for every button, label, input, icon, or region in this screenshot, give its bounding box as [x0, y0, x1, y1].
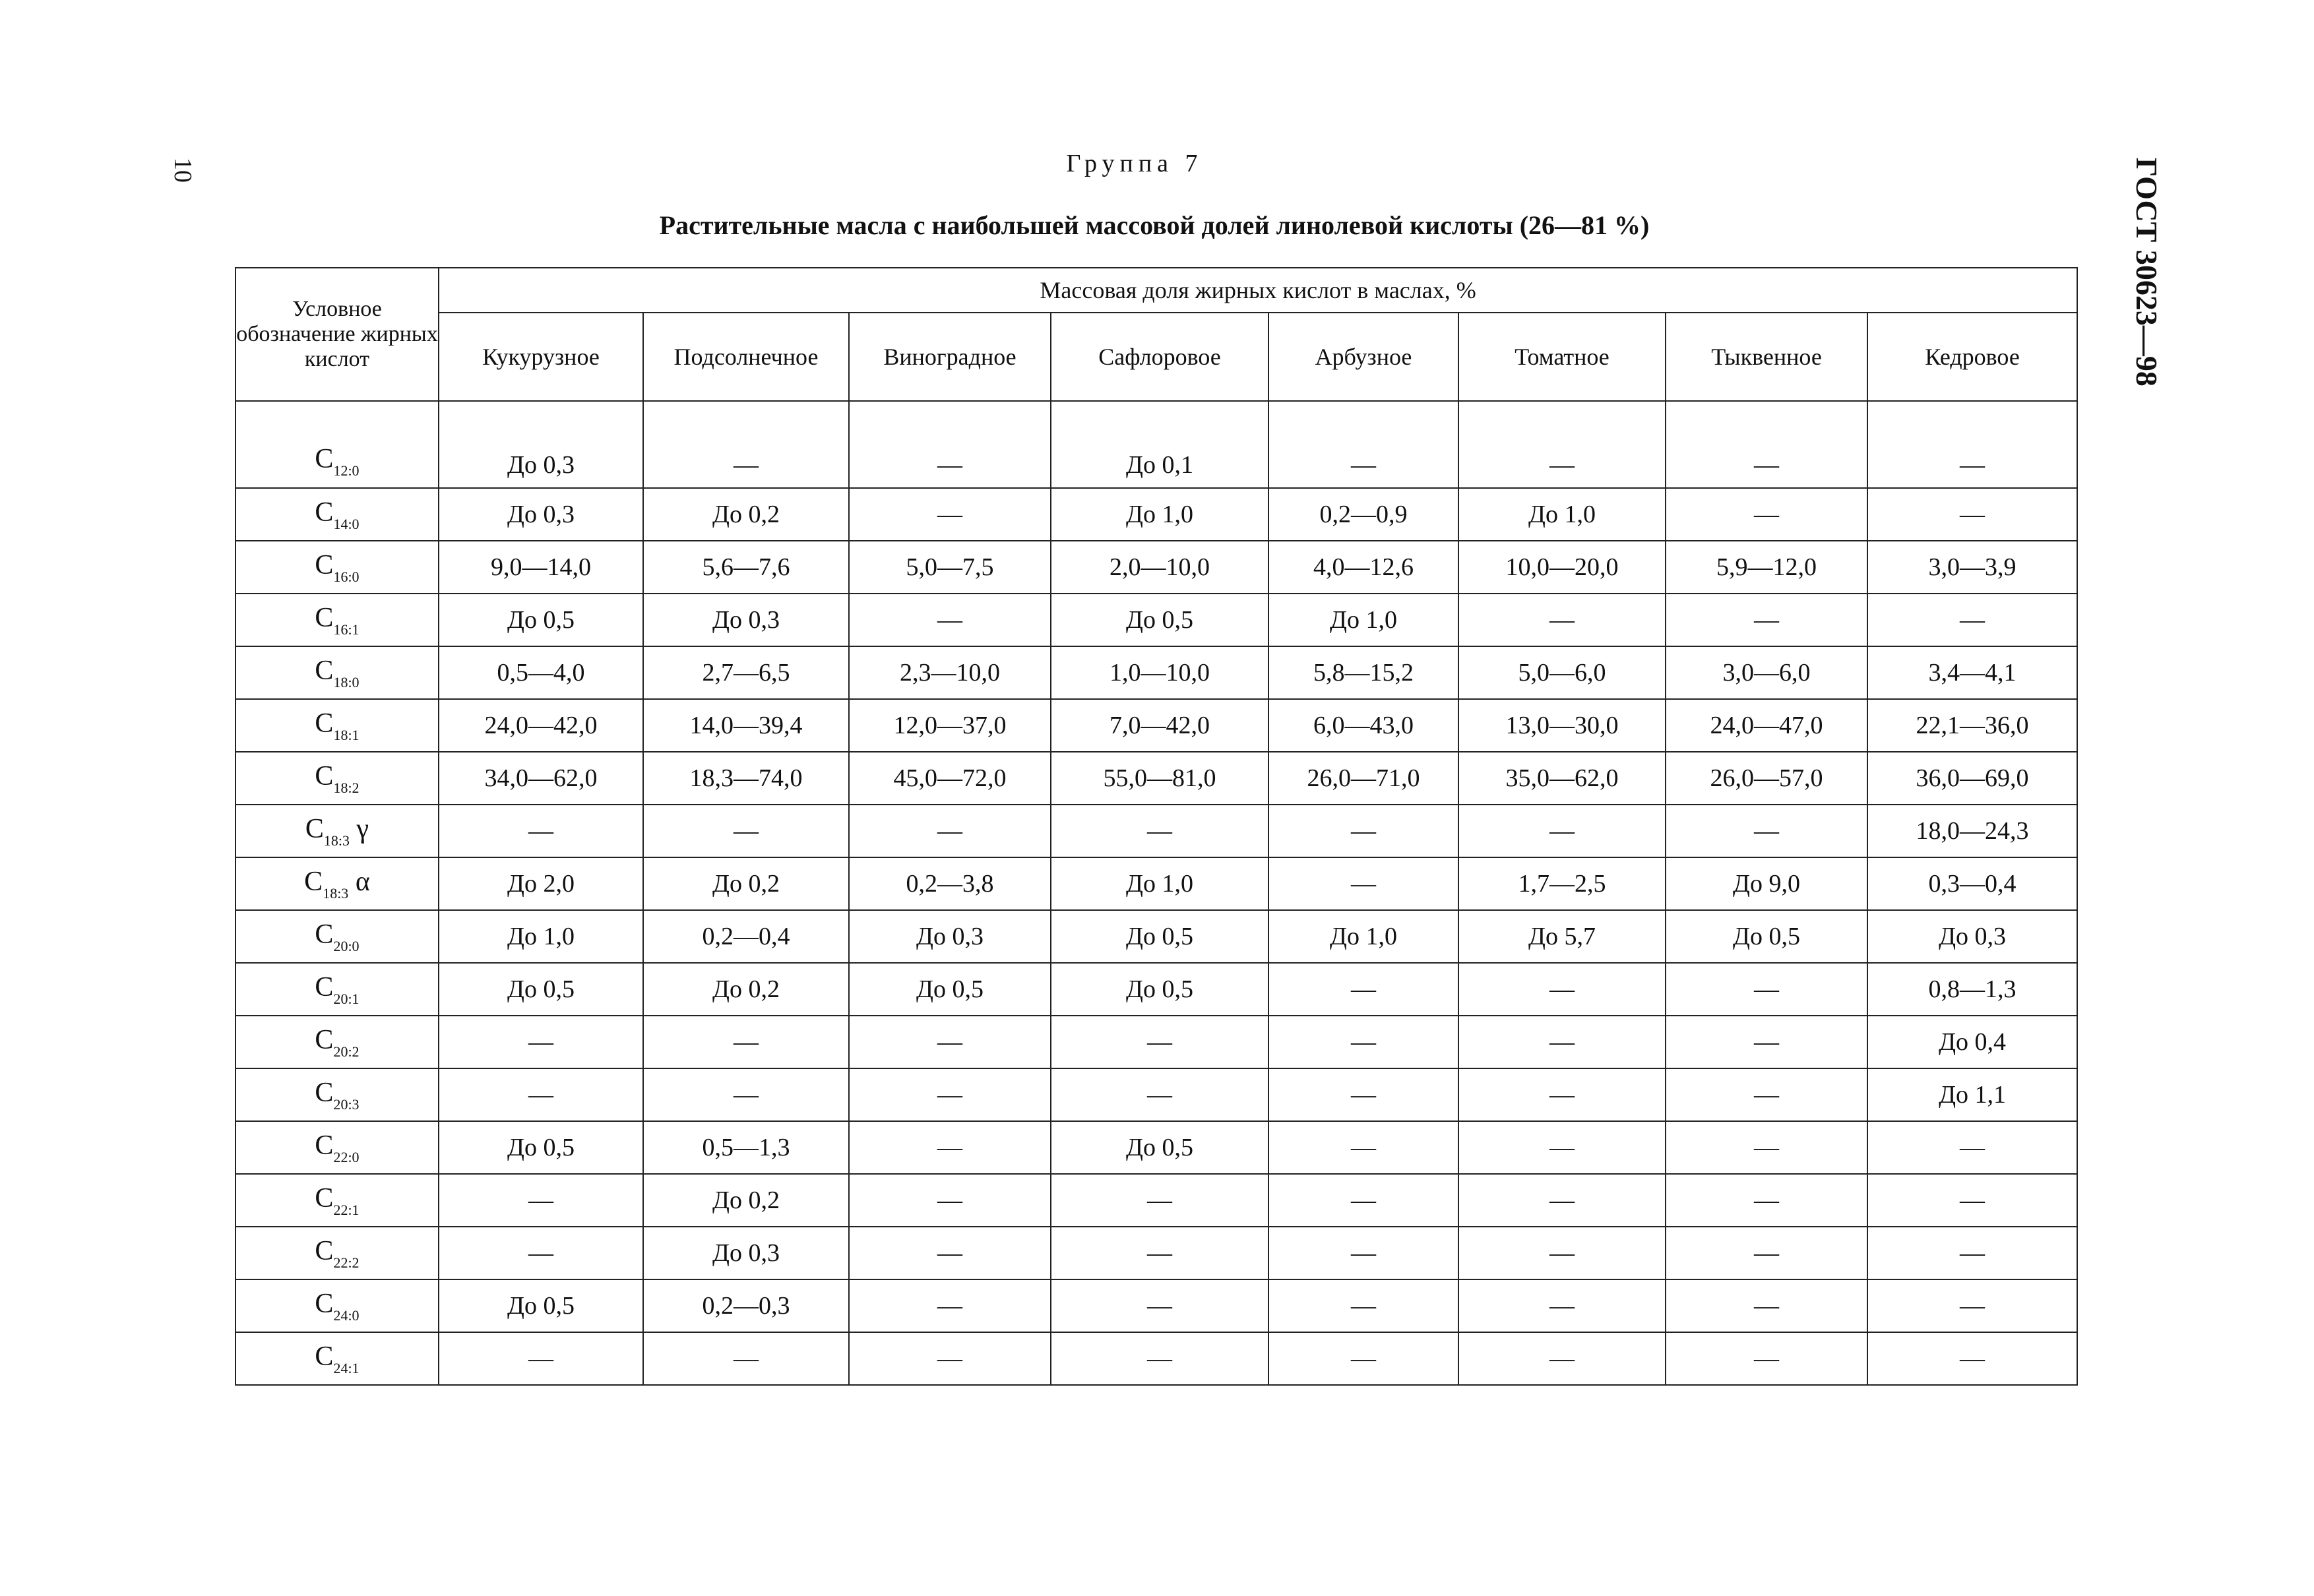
code-subscript: 22:2: [333, 1254, 360, 1271]
code-base: C: [315, 919, 334, 950]
code-base: C: [315, 602, 334, 633]
value-cell: 24,0—47,0: [1666, 699, 1867, 752]
value-cell: До 0,3: [439, 401, 643, 488]
column-header: Кукурузное: [439, 313, 643, 401]
code-subscript: 22:0: [333, 1148, 360, 1165]
value-cell: —: [1666, 1332, 1867, 1385]
value-cell: До 1,0: [1268, 910, 1458, 963]
code-subscript: 18:0: [333, 673, 360, 691]
value-cell: —: [1051, 1279, 1268, 1332]
table-row: [235, 1068, 2077, 1121]
code-base: C: [304, 866, 323, 897]
fatty-acid-code: [235, 1016, 439, 1068]
value-cell: —: [1458, 1227, 1666, 1279]
value-cell: —: [1051, 1016, 1268, 1068]
value-cell: До 1,0: [1051, 857, 1268, 910]
code-isomer: α: [355, 866, 370, 897]
value-cell: 26,0—71,0: [1268, 752, 1458, 805]
value-cell: —: [1268, 805, 1458, 857]
table-row: [235, 594, 2077, 646]
code-base: C: [315, 971, 334, 1002]
code-subscript: 12:0: [333, 462, 360, 479]
value-cell: —: [1268, 1016, 1458, 1068]
fatty-acid-code: [235, 594, 439, 646]
value-cell: 22,1—36,0: [1867, 699, 2077, 752]
value-cell: До 0,3: [439, 488, 643, 541]
value-cell: 5,6—7,6: [643, 541, 849, 594]
value-cell: —: [1458, 805, 1666, 857]
value-cell: 3,0—6,0: [1666, 646, 1867, 699]
value-cell: —: [1458, 963, 1666, 1016]
value-cell: 2,3—10,0: [849, 646, 1051, 699]
code-base: C: [315, 1235, 334, 1266]
value-cell: —: [1458, 1332, 1666, 1385]
document-code: ГОСТ 30623—98: [2130, 158, 2164, 386]
value-cell: —: [849, 1174, 1051, 1227]
table-row: [235, 1227, 2077, 1279]
value-cell: —: [849, 488, 1051, 541]
value-cell: 24,0—42,0: [439, 699, 643, 752]
value-cell: —: [849, 1227, 1051, 1279]
oil-header-row: [235, 313, 2077, 401]
value-cell: 0,2—0,3: [643, 1279, 849, 1332]
table-row: [235, 805, 2077, 857]
table-row: [235, 1174, 2077, 1227]
value-cell: 55,0—81,0: [1051, 752, 1268, 805]
value-cell: До 5,7: [1458, 910, 1666, 963]
value-cell: —: [1458, 1068, 1666, 1121]
fatty-acid-table: [235, 267, 2078, 1386]
value-cell: —: [1268, 1332, 1458, 1385]
value-cell: —: [1867, 1174, 2077, 1227]
value-cell: —: [1051, 1227, 1268, 1279]
fatty-acid-code: [235, 1068, 439, 1121]
column-header: Подсолнечное: [643, 313, 849, 401]
value-cell: 2,0—10,0: [1051, 541, 1268, 594]
value-cell: До 1,0: [1051, 488, 1268, 541]
value-cell: —: [1268, 857, 1458, 910]
value-cell: —: [1666, 963, 1867, 1016]
value-cell: 5,9—12,0: [1666, 541, 1867, 594]
fatty-acid-code: [235, 963, 439, 1016]
column-header: Тыквенное: [1666, 313, 1867, 401]
value-cell: 35,0—62,0: [1458, 752, 1666, 805]
code-base: C: [315, 1341, 334, 1372]
value-cell: До 0,2: [643, 488, 849, 541]
value-cell: —: [849, 1121, 1051, 1174]
value-cell: —: [1867, 1227, 2077, 1279]
value-cell: 10,0—20,0: [1458, 541, 1666, 594]
table-row: [235, 646, 2077, 699]
value-cell: —: [439, 1174, 643, 1227]
value-cell: 14,0—39,4: [643, 699, 849, 752]
value-cell: До 0,5: [849, 963, 1051, 1016]
fatty-acid-code: [235, 488, 439, 541]
group-label: Группа 7: [1066, 150, 1203, 177]
fatty-acid-code: [235, 1121, 439, 1174]
value-cell: 36,0—69,0: [1867, 752, 2077, 805]
table-row: [235, 963, 2077, 1016]
code-base: C: [315, 1130, 334, 1161]
value-cell: До 0,5: [1051, 1121, 1268, 1174]
value-cell: 6,0—43,0: [1268, 699, 1458, 752]
value-cell: 5,8—15,2: [1268, 646, 1458, 699]
group-header-cell: Массовая доля жирных кислот в маслах, %: [439, 268, 2077, 313]
value-cell: 0,2—3,8: [849, 857, 1051, 910]
value-cell: До 9,0: [1666, 857, 1867, 910]
code-subscript: 18:3: [323, 832, 350, 849]
value-cell: 1,0—10,0: [1051, 646, 1268, 699]
value-cell: —: [1458, 1174, 1666, 1227]
value-cell: —: [643, 805, 849, 857]
value-cell: 4,0—12,6: [1268, 541, 1458, 594]
value-cell: 5,0—6,0: [1458, 646, 1666, 699]
table-row: [235, 1121, 2077, 1174]
code-base: C: [315, 708, 334, 739]
code-subscript: 16:1: [333, 621, 360, 638]
value-cell: —: [1666, 488, 1867, 541]
value-cell: —: [439, 1068, 643, 1121]
value-cell: —: [1268, 1174, 1458, 1227]
value-cell: —: [643, 401, 849, 488]
value-cell: —: [439, 805, 643, 857]
value-cell: —: [849, 401, 1051, 488]
value-cell: —: [1458, 1016, 1666, 1068]
value-cell: —: [1268, 1121, 1458, 1174]
value-cell: —: [1666, 1227, 1867, 1279]
value-cell: 0,8—1,3: [1867, 963, 2077, 1016]
value-cell: —: [1458, 1121, 1666, 1174]
value-cell: —: [1666, 594, 1867, 646]
table-row: [235, 857, 2077, 910]
value-cell: —: [1666, 1016, 1867, 1068]
table-row: [235, 1332, 2077, 1385]
value-cell: —: [643, 1068, 849, 1121]
value-cell: До 0,2: [643, 963, 849, 1016]
fatty-acid-code: [235, 1332, 439, 1385]
fatty-acid-code: [235, 752, 439, 805]
table-row: [235, 488, 2077, 541]
value-cell: —: [643, 1332, 849, 1385]
value-cell: До 0,3: [1867, 910, 2077, 963]
code-base: C: [315, 1288, 334, 1319]
value-cell: —: [849, 1332, 1051, 1385]
value-cell: 18,0—24,3: [1867, 805, 2077, 857]
value-cell: —: [849, 1279, 1051, 1332]
table-row: [235, 699, 2077, 752]
value-cell: 34,0—62,0: [439, 752, 643, 805]
code-base: C: [305, 813, 324, 844]
value-cell: —: [1268, 963, 1458, 1016]
value-cell: 18,3—74,0: [643, 752, 849, 805]
code-base: C: [315, 1182, 334, 1213]
code-subscript: 18:3: [323, 884, 349, 902]
code-subscript: 14:0: [333, 515, 360, 532]
value-cell: —: [643, 1016, 849, 1068]
value-cell: До 1,1: [1867, 1068, 2077, 1121]
value-cell: —: [1666, 401, 1867, 488]
value-cell: До 0,3: [849, 910, 1051, 963]
value-cell: 7,0—42,0: [1051, 699, 1268, 752]
value-cell: —: [1268, 401, 1458, 488]
value-cell: 2,7—6,5: [643, 646, 849, 699]
value-cell: —: [1268, 1279, 1458, 1332]
value-cell: —: [1666, 1121, 1867, 1174]
value-cell: 0,5—1,3: [643, 1121, 849, 1174]
value-cell: —: [1666, 805, 1867, 857]
value-cell: —: [1867, 1279, 2077, 1332]
value-cell: 9,0—14,0: [439, 541, 643, 594]
value-cell: До 0,1: [1051, 401, 1268, 488]
value-cell: —: [1867, 488, 2077, 541]
value-cell: —: [1051, 1174, 1268, 1227]
value-cell: До 0,3: [643, 1227, 849, 1279]
value-cell: 0,3—0,4: [1867, 857, 2077, 910]
code-subscript: 16:0: [333, 568, 360, 585]
table-row: [235, 910, 2077, 963]
value-cell: —: [1051, 805, 1268, 857]
table-row: [235, 1279, 2077, 1332]
table-row: [235, 401, 2077, 488]
value-cell: 0,5—4,0: [439, 646, 643, 699]
value-cell: 3,4—4,1: [1867, 646, 2077, 699]
code-isomer: γ: [356, 813, 369, 844]
fatty-acid-code: [235, 541, 439, 594]
fatty-acid-code: [235, 805, 439, 857]
code-subscript: 24:0: [333, 1306, 360, 1324]
column-header: Томатное: [1458, 313, 1666, 401]
value-cell: —: [849, 594, 1051, 646]
code-base: C: [315, 1024, 334, 1055]
value-cell: До 0,4: [1867, 1016, 2077, 1068]
value-cell: —: [1867, 1332, 2077, 1385]
value-cell: 12,0—37,0: [849, 699, 1051, 752]
code-base: C: [315, 497, 334, 528]
page-number: 10: [169, 158, 197, 183]
fatty-acid-code: [235, 857, 439, 910]
value-cell: —: [1666, 1279, 1867, 1332]
value-cell: До 0,3: [643, 594, 849, 646]
fatty-acid-code: [235, 1227, 439, 1279]
value-cell: До 0,5: [439, 1121, 643, 1174]
code-subscript: 20:2: [333, 1043, 360, 1060]
fatty-acid-code: [235, 1174, 439, 1227]
value-cell: До 0,5: [439, 594, 643, 646]
value-cell: —: [1666, 1174, 1867, 1227]
code-subscript: 24:1: [333, 1359, 360, 1376]
value-cell: До 0,5: [439, 963, 643, 1016]
value-cell: —: [1051, 1068, 1268, 1121]
value-cell: —: [1867, 1121, 2077, 1174]
value-cell: До 0,5: [1666, 910, 1867, 963]
value-cell: 1,7—2,5: [1458, 857, 1666, 910]
value-cell: —: [1268, 1227, 1458, 1279]
code-subscript: 18:2: [333, 779, 360, 796]
fatty-acid-code: [235, 910, 439, 963]
column-header: Виноградное: [849, 313, 1051, 401]
table-row: [235, 1016, 2077, 1068]
value-cell: —: [439, 1332, 643, 1385]
value-cell: —: [1458, 594, 1666, 646]
value-cell: До 0,2: [643, 857, 849, 910]
value-cell: —: [1867, 594, 2077, 646]
value-cell: —: [849, 1016, 1051, 1068]
value-cell: До 0,2: [643, 1174, 849, 1227]
value-cell: —: [1458, 1279, 1666, 1332]
value-cell: 3,0—3,9: [1867, 541, 2077, 594]
value-cell: 45,0—72,0: [849, 752, 1051, 805]
code-base: C: [315, 444, 334, 474]
code-subscript: 18:1: [333, 726, 360, 743]
column-header: Кедровое: [1867, 313, 2077, 401]
value-cell: До 0,5: [439, 1279, 643, 1332]
value-cell: 26,0—57,0: [1666, 752, 1867, 805]
code-subscript: 20:1: [333, 990, 360, 1007]
code-base: C: [315, 655, 334, 686]
row-header-cell: Условное обозначение жирных кислот: [235, 268, 439, 401]
table-title: Растительные масла с наибольшей массовой долей линолевой кислоты (26—81 %): [659, 210, 1650, 240]
code-subscript: 22:1: [333, 1201, 360, 1218]
value-cell: —: [1051, 1332, 1268, 1385]
fatty-acid-code: [235, 401, 439, 488]
column-header: Арбузное: [1268, 313, 1458, 401]
value-cell: 13,0—30,0: [1458, 699, 1666, 752]
code-subscript: 20:0: [333, 937, 360, 954]
value-cell: —: [439, 1227, 643, 1279]
value-cell: —: [849, 805, 1051, 857]
value-cell: —: [1458, 401, 1666, 488]
value-cell: До 2,0: [439, 857, 643, 910]
fatty-acid-code: [235, 646, 439, 699]
value-cell: До 0,5: [1051, 910, 1268, 963]
value-cell: —: [1268, 1068, 1458, 1121]
value-cell: До 1,0: [439, 910, 643, 963]
column-header: Сафлоровое: [1051, 313, 1268, 401]
value-cell: До 1,0: [1268, 594, 1458, 646]
fatty-acid-code: [235, 1279, 439, 1332]
table-body: [235, 401, 2077, 1385]
value-cell: —: [439, 1016, 643, 1068]
value-cell: 0,2—0,4: [643, 910, 849, 963]
value-cell: 0,2—0,9: [1268, 488, 1458, 541]
value-cell: До 0,5: [1051, 594, 1268, 646]
code-base: C: [315, 1077, 334, 1108]
value-cell: —: [1666, 1068, 1867, 1121]
value-cell: 5,0—7,5: [849, 541, 1051, 594]
code-base: C: [315, 760, 334, 791]
code-base: C: [315, 549, 334, 580]
value-cell: —: [849, 1068, 1051, 1121]
table-row: [235, 541, 2077, 594]
value-cell: До 1,0: [1458, 488, 1666, 541]
code-subscript: 20:3: [333, 1095, 360, 1113]
value-cell: —: [1867, 401, 2077, 488]
table-row: [235, 752, 2077, 805]
value-cell: До 0,5: [1051, 963, 1268, 1016]
fatty-acid-code: [235, 699, 439, 752]
